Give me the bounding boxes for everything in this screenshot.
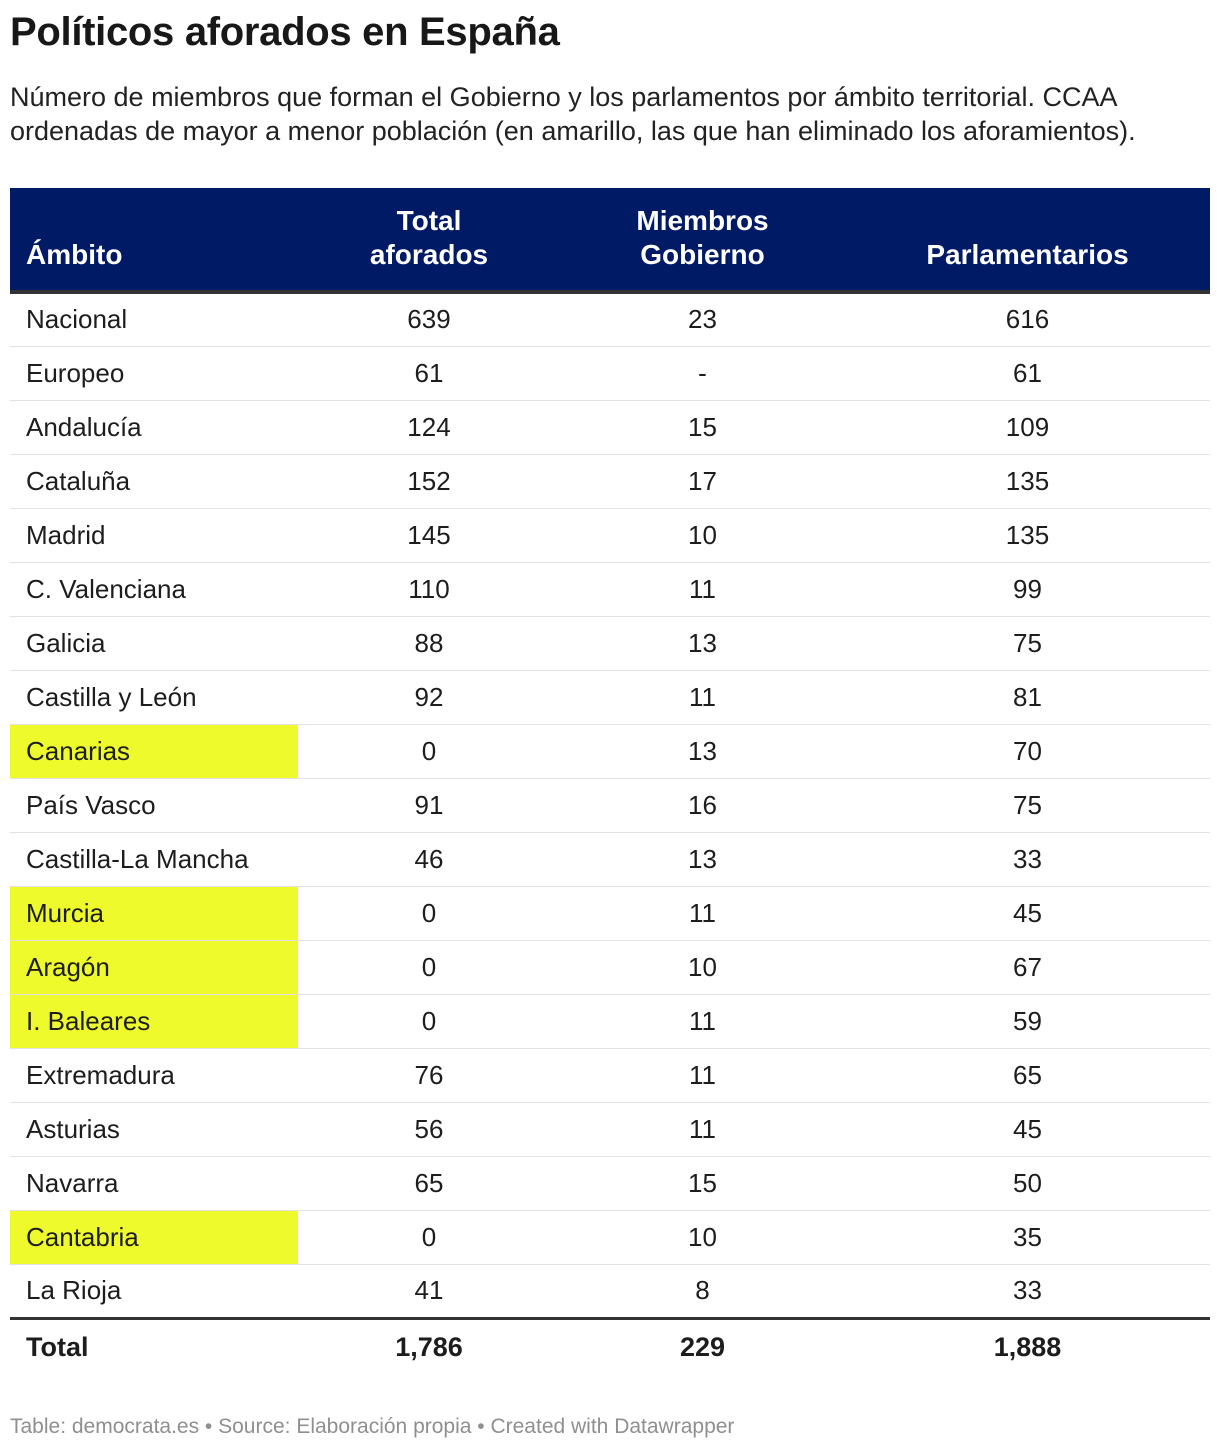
column-header-line2: Gobierno: [640, 239, 765, 270]
table-row: [10, 886, 1210, 940]
table-row: [10, 292, 1210, 346]
cell-ambito: Castilla-La Mancha: [10, 832, 298, 886]
cell-gobierno: 11: [560, 670, 845, 724]
cell-ambito: Madrid: [10, 508, 298, 562]
table-row: [10, 994, 1210, 1048]
cell-parlamentarios: 59: [845, 994, 1210, 1048]
column-header-total[interactable]: [298, 188, 560, 292]
cell-gobierno: 23: [560, 292, 845, 346]
data-table: [10, 188, 1210, 1376]
column-header-parlamentarios[interactable]: [845, 188, 1210, 292]
table-row: [10, 1048, 1210, 1102]
cell-total: 91: [298, 778, 560, 832]
cell-total: 152: [298, 454, 560, 508]
chart-subtitle: Número de miembros que forman el Gobierno y los parlamentos por ámbito territorial. CCAA ordenadas de mayor a menor población (en amarillo, las que han eliminado los aforamientos).: [10, 82, 1136, 146]
table-header-row: [10, 188, 1210, 292]
cell-parlamentarios: 33: [845, 832, 1210, 886]
cell-gobierno: 10: [560, 508, 845, 562]
column-header-ambito[interactable]: [10, 188, 298, 292]
totals-gobierno: 229: [560, 1318, 845, 1376]
table-row: [10, 778, 1210, 832]
cell-ambito: Murcia: [10, 886, 298, 940]
cell-total: 92: [298, 670, 560, 724]
table-row: [10, 1102, 1210, 1156]
cell-total: 61: [298, 346, 560, 400]
cell-ambito: Asturias: [10, 1102, 298, 1156]
source-footer: Table: democrata.es • Source: Elaboración propia • Created with Datawrapper: [10, 1415, 735, 1438]
column-header-line2: Ámbito: [26, 239, 123, 270]
cell-ambito: Extremadura: [10, 1048, 298, 1102]
column-header-line1: Total: [396, 205, 462, 236]
table-body: [10, 292, 1210, 1318]
cell-parlamentarios: 65: [845, 1048, 1210, 1102]
cell-parlamentarios: 35: [845, 1210, 1210, 1264]
cell-parlamentarios: 33: [1013, 1275, 1042, 1305]
cell-gobierno: 8: [695, 1275, 710, 1305]
table-row: [10, 1210, 1210, 1264]
cell-total: 41: [414, 1275, 444, 1305]
table-row: [10, 670, 1210, 724]
cell-ambito: C. Valenciana: [10, 562, 298, 616]
cell-gobierno: 10: [560, 940, 845, 994]
table-row: [10, 940, 1210, 994]
cell-gobierno: 10: [560, 1210, 845, 1264]
cell-total: 46: [298, 832, 560, 886]
totals-row: [10, 1318, 1210, 1376]
cell-ambito: Cataluña: [10, 454, 298, 508]
cell-total: 145: [298, 508, 560, 562]
cell-total: 65: [298, 1156, 560, 1210]
cell-total: 0: [298, 940, 560, 994]
table-row: [10, 1156, 1210, 1210]
cell-parlamentarios: 45: [845, 1102, 1210, 1156]
cell-total: 0: [298, 724, 560, 778]
cell-gobierno: -: [560, 346, 845, 400]
cell-ambito: Navarra: [10, 1156, 298, 1210]
cell-ambito: Cantabria: [10, 1210, 298, 1264]
totals-total: 1,786: [298, 1318, 560, 1376]
table-row: [10, 562, 1210, 616]
cell-gobierno: 13: [560, 724, 845, 778]
table-row: [10, 1264, 1210, 1318]
cell-gobierno: 17: [560, 454, 845, 508]
column-header-line1: Miembros: [636, 205, 769, 236]
cell-parlamentarios: 81: [845, 670, 1210, 724]
column-header-line2: Parlamentarios: [926, 239, 1129, 270]
cell-parlamentarios: 135: [845, 454, 1210, 508]
cell-gobierno: 11: [560, 886, 845, 940]
cell-parlamentarios: 135: [845, 508, 1210, 562]
cell-total: 0: [298, 886, 560, 940]
chart-title: Políticos aforados en España: [10, 10, 560, 54]
cell-gobierno: 11: [560, 1048, 845, 1102]
column-header-line2: aforados: [369, 239, 489, 270]
cell-parlamentarios: 75: [845, 778, 1210, 832]
cell-gobierno: 11: [560, 1102, 845, 1156]
cell-gobierno: 11: [560, 994, 845, 1048]
cell-parlamentarios: 109: [845, 400, 1210, 454]
cell-total: 639: [298, 292, 560, 346]
cell-ambito: I. Baleares: [10, 994, 298, 1048]
cell-parlamentarios: 67: [845, 940, 1210, 994]
cell-ambito: Aragón: [10, 940, 298, 994]
cell-gobierno: 15: [560, 1156, 845, 1210]
cell-gobierno: 16: [560, 778, 845, 832]
column-header-gobierno[interactable]: [560, 188, 845, 292]
cell-total: 110: [298, 562, 560, 616]
cell-gobierno: 15: [560, 400, 845, 454]
cell-gobierno: 13: [560, 616, 845, 670]
cell-ambito: Canarias: [10, 724, 298, 778]
totals-parlamentarios: 1,888: [845, 1318, 1210, 1376]
table-row: [10, 616, 1210, 670]
cell-total: 0: [298, 994, 560, 1048]
cell-total: 88: [298, 616, 560, 670]
cell-parlamentarios: 50: [845, 1156, 1210, 1210]
cell-parlamentarios: 99: [845, 562, 1210, 616]
cell-total: 0: [298, 1210, 560, 1264]
cell-total: 76: [298, 1048, 560, 1102]
cell-gobierno: 11: [560, 562, 845, 616]
cell-parlamentarios: 70: [845, 724, 1210, 778]
cell-ambito: Europeo: [10, 346, 298, 400]
table-row: [10, 454, 1210, 508]
cell-gobierno: 13: [560, 832, 845, 886]
cell-parlamentarios: 61: [845, 346, 1210, 400]
cell-ambito: Galicia: [10, 616, 298, 670]
table-row: [10, 346, 1210, 400]
cell-ambito: País Vasco: [10, 778, 298, 832]
cell-parlamentarios: 75: [845, 616, 1210, 670]
cell-parlamentarios: 616: [845, 292, 1210, 346]
cell-parlamentarios: 45: [845, 886, 1210, 940]
cell-ambito: Nacional: [10, 292, 298, 346]
cell-ambito: La Rioja: [26, 1275, 122, 1305]
table-row: [10, 508, 1210, 562]
cell-ambito: Andalucía: [10, 400, 298, 454]
table-row: [10, 400, 1210, 454]
cell-ambito: Castilla y León: [10, 670, 298, 724]
table-row: [10, 724, 1210, 778]
table-row: [10, 832, 1210, 886]
cell-total: 56: [298, 1102, 560, 1156]
totals-label: Total: [10, 1318, 298, 1376]
cell-total: 124: [298, 400, 560, 454]
